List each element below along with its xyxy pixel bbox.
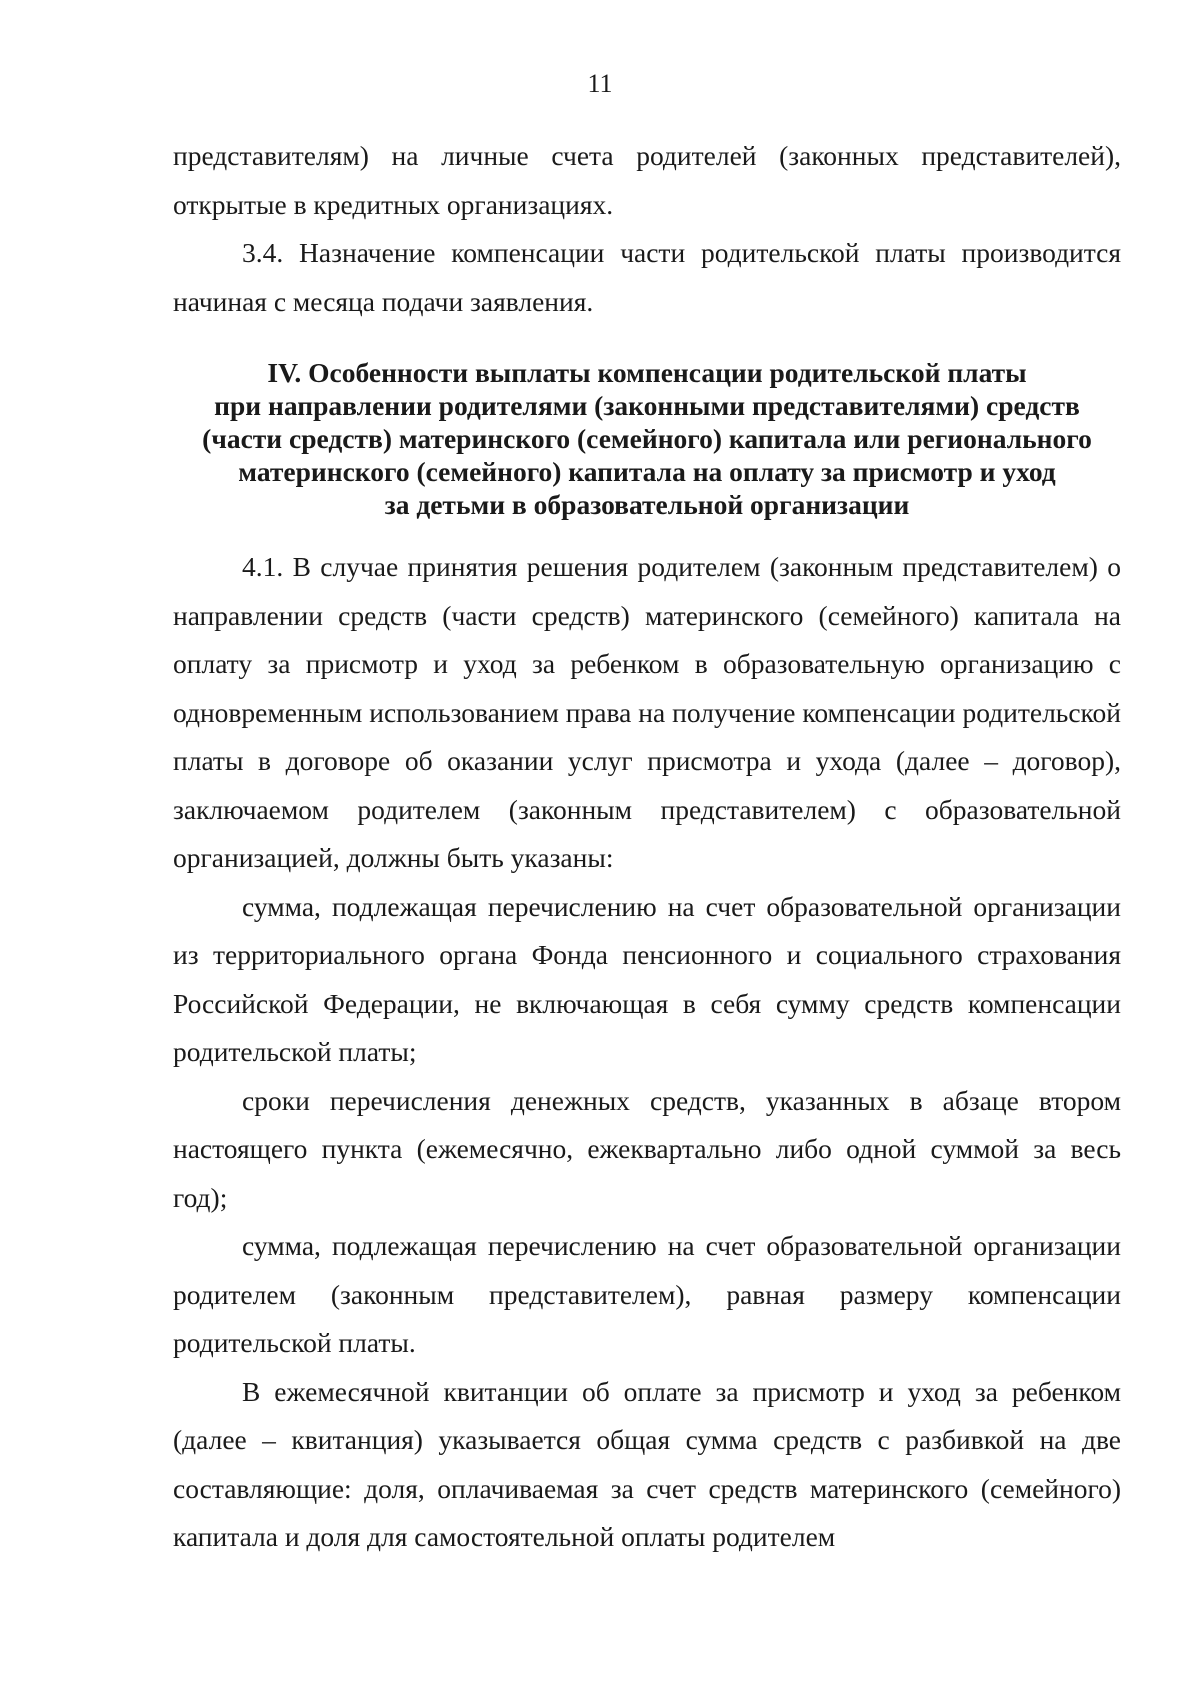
section-heading-line: (части средств) материнского (семейного) капитала или регионального [202, 423, 1092, 454]
paragraph-4-1: 4.1. В случае принятия решения родителем (законным представителем) о направлении средств (части средств) материнского (семейного) капитала на оплату за присмотр и уход за ребенком в образовательную организацию с одновременным использованием права на получение компенсации родительской платы в договоре об оказании услуг присмотра и ухода (далее – договор), заключаемом родителем (законным представителем) с образовательной организацией, должны быть указаны: [173, 551, 1121, 873]
section-heading-line: материнского (семейного) капитала на оплату за присмотр и уход [238, 456, 1056, 487]
paragraph-continuation: представителям) на личные счета родителей (законных представителей), открытые в кредитных организациях. [173, 140, 1121, 220]
paragraph-sum-parent: сумма, подлежащая перечислению на счет образовательной организации родителем (законным представителем), равная размеру компенсации родительской платы. [173, 1230, 1121, 1358]
section-heading-line: за детьми в образовательной организации [384, 489, 910, 520]
paragraph-transfer-terms: сроки перечисления денежных средств, указанных в абзаце втором настоящего пункта (ежемесячно, ежеквартально либо одной суммой за весь год); [173, 1084, 1121, 1213]
paragraph-3-4: 3.4. Назначение компенсации части родительской платы производится начиная с месяца подачи заявления. [173, 237, 1121, 317]
section-heading [173, 356, 1121, 521]
section-heading-line: IV. Особенности выплаты компенсации родительской платы [267, 357, 1027, 388]
paragraph-receipt: В ежемесячной квитанции об оплате за присмотр и уход за ребенком (далее – квитанция) указывается общая сумма средств с разбивкой на две составляющие: доля, оплачиваемая за счет средств материнского (семейного) капитала и доля для самостоятельной оплаты родителем [173, 1375, 1121, 1552]
page-number: 11 [587, 69, 613, 98]
document-body [173, 132, 1121, 1562]
section-heading-line: при направлении родителями (законными представителями) средств [214, 390, 1080, 421]
paragraph-sum-fund: сумма, подлежащая перечислению на счет образовательной организации из территориального органа Фонда пенсионного и социального страхования Российской Федерации, не включающая в себя сумму средств компенсации родительской платы; [173, 890, 1121, 1067]
